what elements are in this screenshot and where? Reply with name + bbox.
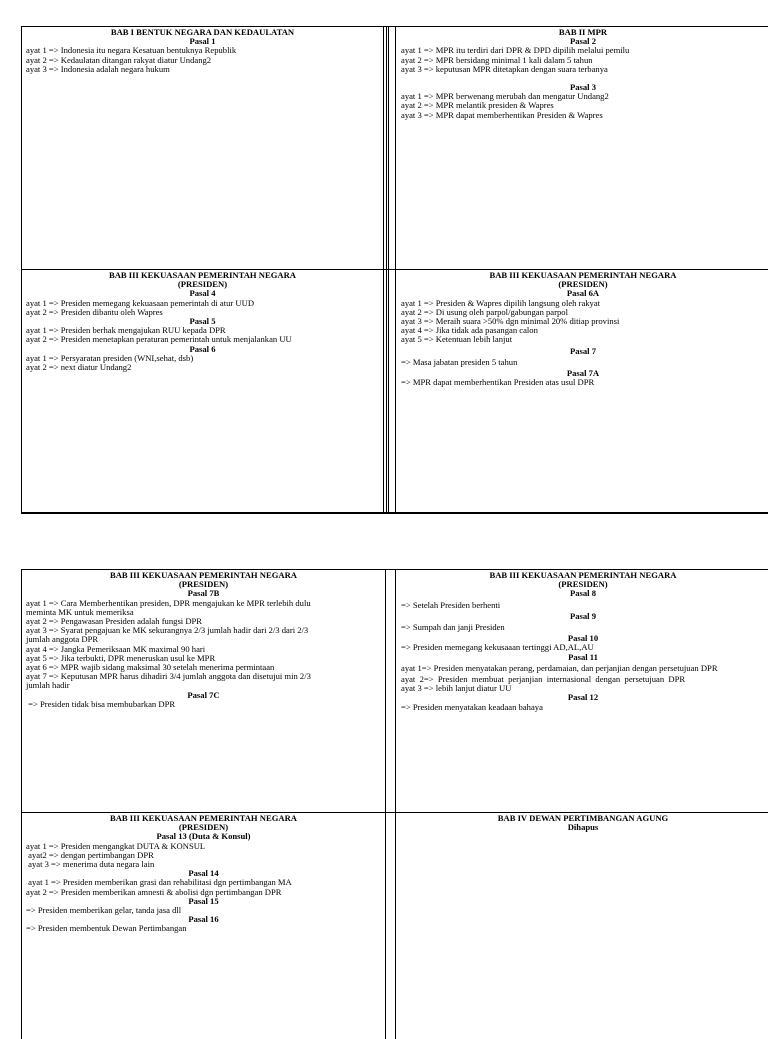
pasal-7a-heading: Pasal 7A bbox=[566, 368, 600, 379]
pasal-7a-text: => MPR dapat memberhentikan Presiden atas usul DPR bbox=[401, 377, 595, 388]
pasal-13-ayat-2: ayat2 => dengan pertimbangan DPR bbox=[26, 849, 154, 860]
pasal-6a-heading: Pasal 6A bbox=[566, 288, 600, 299]
pasal-13-heading: Pasal 13 (Duta & Konsul) bbox=[156, 831, 251, 842]
bab-3-subtitle: (PRESIDEN) bbox=[178, 579, 229, 590]
pasal-1-ayat-1: ayat 1 => Indonesia itu negara Kesatuan bentuknya Republik bbox=[26, 45, 237, 56]
row-divider bbox=[22, 269, 768, 270]
pasal-14-heading: Pasal 14 bbox=[188, 868, 219, 879]
pasal-7b-line: jumlah hadir bbox=[26, 680, 70, 691]
pasal-7b-heading: Pasal 7B bbox=[187, 588, 220, 599]
pasal-9-heading: Pasal 9 bbox=[569, 610, 597, 621]
pasal-15-heading: Pasal 15 bbox=[188, 895, 219, 906]
bab-3-cell-b bbox=[397, 271, 768, 387]
pasal-6-ayat-1: ayat 1 => Persyaratan presiden (WNI,sehat, dsb) bbox=[26, 352, 194, 363]
bab-3-cell-c bbox=[22, 571, 385, 709]
pasal-4-ayat-2: ayat 2 => Presiden dibantu oleh Wapres bbox=[26, 306, 163, 317]
bab-3-title: BAB III KEKUASAAN PEMERINTAH NEGARA bbox=[108, 271, 296, 280]
pasal-6a-ayat-2: ayat 2 => Di usung oleh parpol/gabungan parpol bbox=[401, 306, 568, 317]
pasal-3-heading: Pasal 3 bbox=[569, 82, 597, 93]
bab-4-cell bbox=[397, 814, 768, 832]
pasal-11-ayat-1: ayat 1=> Presiden menyatakan perang, perdamaian, dan perjanjian dengan persetujuan DPR bbox=[401, 662, 718, 673]
pasal-1-ayat-2: ayat 2 => Kedaulatan ditangan rakyat diatur Undang2 bbox=[26, 54, 212, 65]
bab-1-title: BAB I BENTUK NEGARA DAN KEDAULATAN bbox=[110, 28, 295, 37]
pasal-12-heading: Pasal 12 bbox=[567, 692, 599, 703]
pasal-7b-line: ayat 4 => Jangka Pemeriksaan MK maximal 90 hari bbox=[26, 643, 206, 654]
bab-3-cell-d bbox=[397, 571, 768, 712]
pasal-6a-ayat-3: ayat 3 => Meraih suara >50% dgn minimal 20% ditiap provinsi bbox=[401, 316, 620, 327]
pasal-14-ayat-2: ayat 2 => Presiden memberikan amnesti & abolisi dgn pertimbangan DPR bbox=[26, 886, 282, 897]
pasal-8-heading: Pasal 8 bbox=[569, 588, 597, 599]
bab-3-title: BAB III KEKUASAAN PEMERINTAH NEGARA bbox=[109, 814, 297, 823]
pasal-6a-ayat-4: ayat 4 => Jika tidak ada pasangan calon bbox=[401, 325, 538, 336]
pasal-5-ayat-2: ayat 2 => Presiden menetapkan peraturan pemerintah untuk menjalankan UU bbox=[26, 334, 292, 345]
bab-3-title: BAB III KEKUASAAN PEMERINTAH NEGARA bbox=[489, 571, 677, 580]
bab-4-title: BAB IV DEWAN PERTIMBANGAN AGUNG bbox=[497, 814, 669, 823]
pasal-11-ayat-3: ayat 3 => lebih lanjut diatur UU bbox=[401, 683, 512, 694]
pasal-7b-line: meminta MK untuk memeriksa bbox=[26, 606, 134, 617]
pasal-6-heading: Pasal 6 bbox=[189, 343, 216, 354]
pasal-16-text: => Presiden membentuk Dewan Pertimbangan bbox=[26, 923, 187, 934]
pasal-7b-line: ayat 1 => Cara Memberhentikan presiden, DPR mengajukan ke MPR terlebih dulu bbox=[26, 597, 311, 608]
pasal-7-heading: Pasal 7 bbox=[569, 345, 597, 356]
bab-2-title: BAB II MPR bbox=[558, 28, 608, 37]
page-1-table bbox=[21, 26, 768, 514]
bab-3-cell-e bbox=[22, 814, 385, 934]
pasal-6a-ayat-1: ayat 1 => Presiden & Wapres dipilih langsung oleh rakyat bbox=[401, 297, 601, 308]
pasal-10-text: => Presiden memegang kekusaaan tertinggi AD,AL,AU bbox=[401, 642, 594, 653]
bab-3-title: BAB III KEKUASAAN PEMERINTAH NEGARA bbox=[109, 571, 297, 580]
bab-3-subtitle: (PRESIDEN) bbox=[178, 822, 229, 833]
pasal-3-ayat-1: ayat 1 => MPR berwenang merubah dan mengatur Undang2 bbox=[401, 91, 609, 102]
pasal-7b-line: ayat 7 => Keputusan MPR harus dihadiri 3/4 jumlah anggota dan disetujui min 2/3 bbox=[26, 671, 311, 682]
pasal-2-heading: Pasal 2 bbox=[569, 36, 597, 47]
pasal-1-heading: Pasal 1 bbox=[189, 36, 216, 47]
bab-4-status: Dihapus bbox=[567, 822, 599, 833]
pasal-10-heading: Pasal 10 bbox=[567, 633, 599, 644]
pasal-7-text: => Masa jabatan presiden 5 tahun bbox=[401, 356, 518, 367]
pasal-6-ayat-2: ayat 2 => next diatur Undang2 bbox=[26, 362, 132, 373]
pasal-13-ayat-3: ayat 3 => menerima duta negara lain bbox=[26, 859, 155, 870]
column-divider bbox=[385, 570, 386, 1039]
bab-3-subtitle: (PRESIDEN) bbox=[558, 579, 608, 590]
row-divider bbox=[22, 812, 768, 813]
bab-1-cell bbox=[22, 28, 383, 74]
pasal-7b-line: ayat 3 => Syarat pengajuan ke MK sekurangnya 2/3 jumlah hadir dari 2/3 dari 2/3 bbox=[26, 625, 309, 636]
pasal-11-heading: Pasal 11 bbox=[568, 651, 598, 662]
pasal-8-text: => Setelah Presiden berhenti bbox=[401, 599, 501, 610]
column-divider bbox=[395, 570, 396, 1039]
pasal-7b-line: ayat 6 => MPR wajib sidang maksimal 30 setelah menerima permintaan bbox=[26, 662, 275, 673]
page-2-table bbox=[21, 569, 768, 1039]
pasal-7b-line: jumlah anggota DPR bbox=[26, 634, 99, 645]
pasal-14-ayat-1: ayat 1 => Presiden memberikan grasi dan rehabilitasi dgn pertimbangan MA bbox=[26, 877, 292, 888]
pasal-11-ayat-2: ayat 2=> Presiden membuat perjanjian internasional dengan persetujuan DPR bbox=[401, 674, 686, 685]
pasal-7b-line: ayat 2 => Pengawasan Presiden adalah fungsi DPR bbox=[26, 616, 203, 627]
bab-3-cell-a bbox=[22, 271, 383, 372]
pasal-2-ayat-3: ayat 3 => keputusan MPR ditetapkan dengan suara terbanya bbox=[401, 63, 608, 74]
pasal-9-text: => Sumpah dan janji Presiden bbox=[401, 622, 505, 633]
pasal-7c-text: => Presiden tidak bisa membubarkan DPR bbox=[26, 698, 176, 709]
pasal-1-ayat-3: ayat 3 => Indonesia adalah negara hukum bbox=[26, 63, 170, 74]
bab-2-cell bbox=[397, 28, 768, 120]
pasal-4-ayat-1: ayat 1 => Presiden memegang kekuasaan pemerintah di atur UUD bbox=[26, 297, 255, 308]
pasal-2-ayat-2: ayat 2 => MPR bersidang minimal 1 kali dalam 5 tahun bbox=[401, 54, 593, 65]
pasal-6a-ayat-5: ayat 5 => Ketentuan lebih lanjut bbox=[401, 334, 513, 345]
bab-3-subtitle: (PRESIDEN) bbox=[558, 279, 608, 290]
pasal-12-text: => Presiden menyatakan keadaan bahaya bbox=[401, 701, 543, 712]
pasal-7c-heading: Pasal 7C bbox=[187, 689, 220, 700]
pasal-4-heading: Pasal 4 bbox=[189, 288, 216, 299]
bab-3-title: BAB III KEKUASAAN PEMERINTAH NEGARA bbox=[489, 271, 677, 280]
pasal-7b-line: ayat 5 => Jika terbukti, DPR meneruskan usul ke MPR bbox=[26, 652, 216, 663]
bab-3-subtitle: (PRESIDEN) bbox=[177, 279, 228, 290]
pasal-16-heading: Pasal 16 bbox=[188, 914, 219, 925]
pasal-5-heading: Pasal 5 bbox=[189, 316, 216, 327]
pasal-3-ayat-3: ayat 3 => MPR dapat memberhentikan Presiden & Wapres bbox=[401, 109, 603, 120]
pasal-2-ayat-1: ayat 1 => MPR itu terdiri dari DPR & DPD dipilih melalui pemilu bbox=[401, 45, 630, 56]
pasal-15-text: => Presiden memberikan gelar, tanda jasa dll bbox=[26, 905, 182, 916]
pasal-3-ayat-2: ayat 2 => MPR melantik presiden & Wapres bbox=[401, 100, 554, 111]
pasal-13-ayat-1: ayat 1 => Presiden mengangkat DUTA & KONSUL bbox=[26, 840, 206, 851]
pasal-5-ayat-1: ayat 1 => Presiden berhak mengajukan RUU kepada DPR bbox=[26, 325, 226, 336]
